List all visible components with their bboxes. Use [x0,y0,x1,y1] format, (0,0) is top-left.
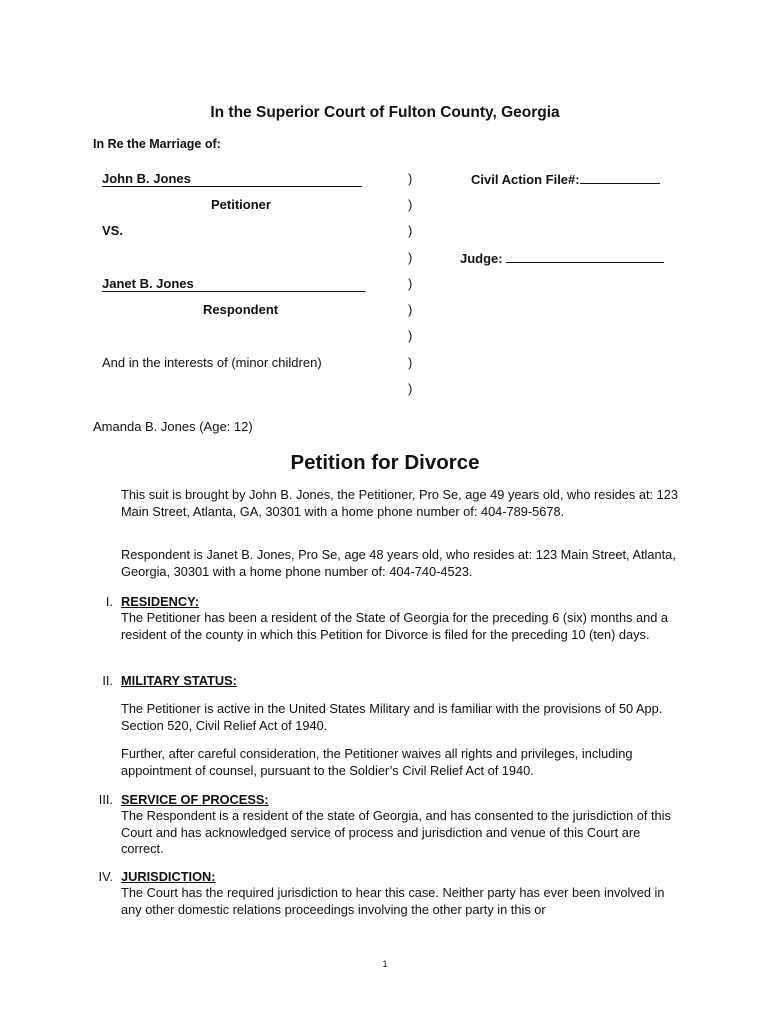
section-heading: MILITARY STATUS: [121,673,237,688]
court-title: In the Superior Court of Fulton County, Georgia [210,104,560,121]
respondent-name: Janet B. Jones [102,276,365,292]
section-heading: SERVICE OF PROCESS: [121,792,269,807]
caption-paren: ) [408,302,413,317]
civil-action-blank[interactable] [580,171,660,184]
caption-paren: ) [408,197,413,212]
minor-children-line: And in the interests of (minor children) [102,355,322,370]
section-number: I. [105,594,113,609]
petitioner-name-line [102,171,362,187]
judge-blank[interactable] [506,250,664,263]
caption-paren: ) [408,171,413,186]
petitioner-name: John B. Jones [102,171,362,187]
petition-title: Petition for Divorce [290,451,480,474]
judge-label: Judge: [460,251,503,266]
respondent-name-line [102,276,365,292]
in-re-line: In Re the Marriage of: [93,137,221,151]
civil-action-label: Civil Action File#: [471,172,580,187]
caption-paren: ) [408,250,413,265]
section-paragraph: The Petitioner is active in the United States Military and is familiar with the provisions of 50 App. Section 520, Civil Relief Act of 1940. [121,701,663,733]
section-paragraph: The Respondent is a resident of the state of Georgia, and has consented to the jurisdiction of this Court and has acknowledged service of process and jurisdiction and venue of this Court are correct. [121,808,671,856]
caption-paren: ) [408,328,413,343]
caption-paren: ) [408,381,413,396]
section-paragraph: The Petitioner has been a resident of the State of Georgia for the preceding 6 (six) months and a resident of the county in which this Petition for Divorce is filed for the preceding 10 (ten) days. [121,610,669,642]
intro-paragraph: Respondent is Janet B. Jones, Pro Se, age 48 years old, who resides at: 123 Main Street, Atlanta, Georgia, 30301 with a home phone number of: 404-740-4523. [121,547,676,579]
intro-paragraph: This suit is brought by John B. Jones, the Petitioner, Pro Se, age 49 years old, who resides at: 123 Main Street, Atlanta, GA, 30301 with a home phone number of: 404-789-5678. [121,487,678,519]
section-paragraph: Further, after careful consideration, the Petitioner waives all rights and privileges, including appointment of counsel, pursuant to the Soldier’s Civil Relief Act of 1940. [121,746,633,778]
section-number: II. [102,673,113,688]
section-heading: JURISDICTION: [121,869,216,884]
section-number: III. [98,792,113,807]
judge-field [460,250,664,266]
caption-paren: ) [408,223,413,238]
section-heading: RESIDENCY: [121,594,199,609]
child-name: Amanda B. Jones (Age: 12) [93,419,253,434]
section-number: IV. [98,869,113,884]
caption-paren: ) [408,355,413,370]
caption-paren: ) [408,276,413,291]
respondent-role: Respondent [203,302,279,317]
page-number: 1 [382,959,388,969]
civil-action-file [471,171,660,187]
petitioner-role: Petitioner [211,197,271,212]
vs-label: VS. [102,223,123,238]
section-paragraph: The Court has the required jurisdiction to hear this case. Neither party has ever been involved in any other domestic relations proceedings involving the other party in this or [121,885,665,917]
